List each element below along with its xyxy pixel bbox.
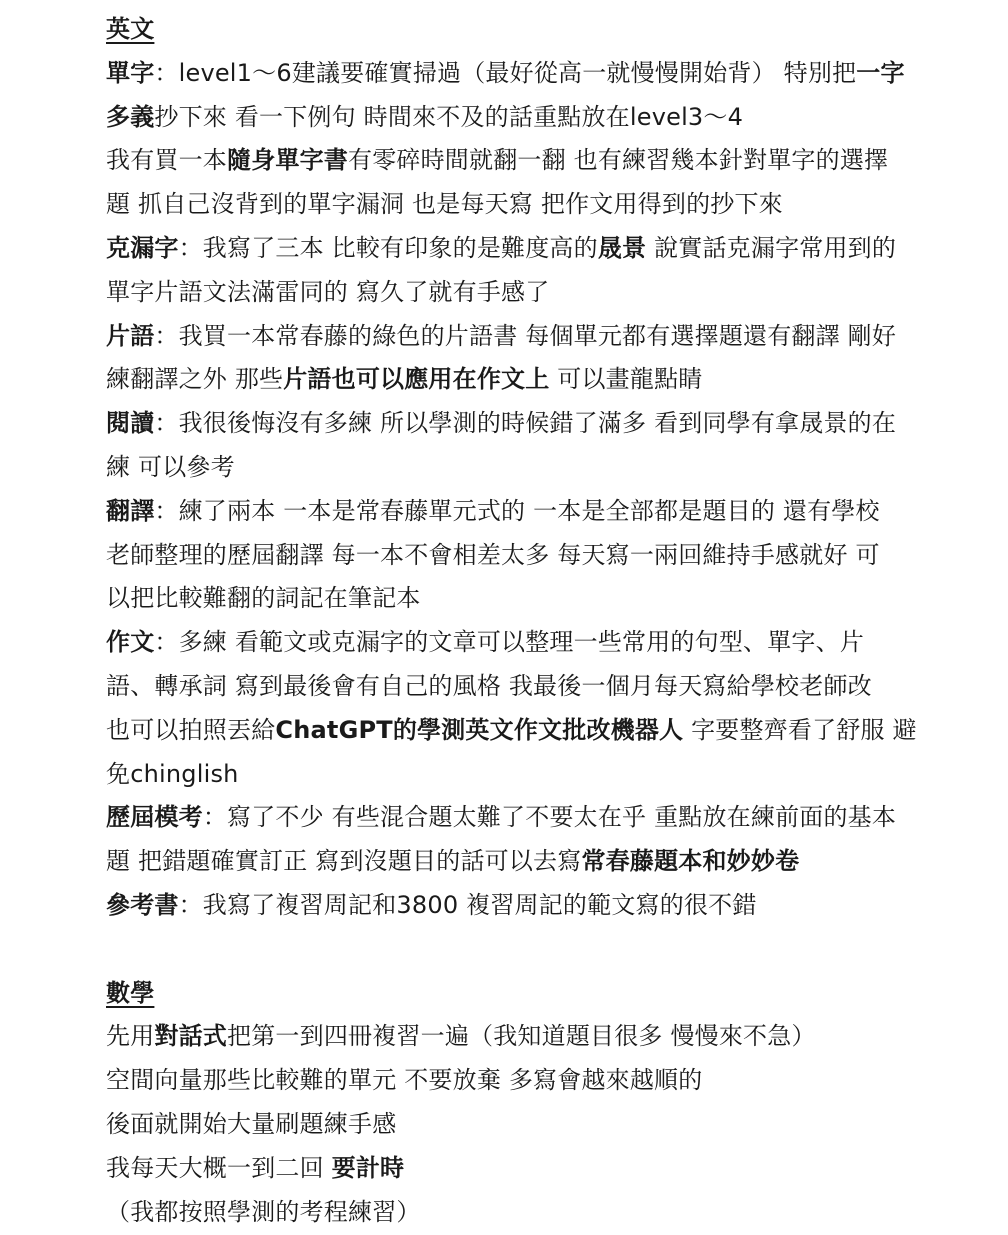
english-line	[106, 621, 966, 665]
math-line	[106, 1015, 966, 1059]
text: 免chinglish	[106, 759, 239, 788]
text: 老師整理的歷屆翻譯 每一本不會相差太多 每天寫一兩回維持手感就好 可	[106, 540, 880, 569]
text: 空間向量那些比較難的單元 不要放棄 多寫會越來越順的	[106, 1066, 703, 1095]
bold-text: 多義	[106, 102, 155, 131]
text: ：我寫了複習周記和3800 複習周記的範文寫的很不錯	[178, 890, 757, 919]
math-line	[106, 1103, 966, 1147]
english-line	[106, 315, 966, 359]
text: 以把比較難翻的詞記在筆記本	[106, 584, 421, 613]
text: 題 把錯題確實訂正 寫到沒題目的話可以去寫	[106, 847, 582, 876]
bold-text: 歷屆模考	[106, 803, 203, 832]
bold-text: 隨身單字書	[227, 146, 348, 175]
bold-text: 片語	[106, 321, 155, 350]
bold-text: 單字	[106, 58, 155, 87]
english-line	[106, 139, 966, 183]
text: ：多練 看範文或克漏字的文章可以整理一些常用的句型、單字、片	[154, 628, 865, 657]
math-heading: 數學	[106, 978, 155, 1007]
math-line	[106, 1147, 966, 1191]
english-line	[106, 271, 966, 315]
text: 練翻譯之外 那些	[106, 365, 284, 394]
english-line	[106, 709, 966, 753]
math-line	[106, 1059, 966, 1103]
text: 題 抓自己沒背到的單字漏洞 也是每天寫 把作文用得到的抄下來	[106, 190, 783, 219]
text: ：level1～6建議要確實掃過（最好從高一就慢慢開始背） 特別把	[154, 58, 857, 87]
text: ：我很後悔沒有多練 所以學測的時候錯了滿多 看到同學有拿晟景的在	[154, 409, 897, 438]
text: 先用	[106, 1022, 155, 1051]
english-line	[106, 402, 966, 446]
text: 把第一到四冊複習一遍（我知道題目很多 慢慢來不急）	[227, 1022, 816, 1051]
bold-text: 常春藤題本和妙妙卷	[581, 847, 800, 876]
text: 可以畫龍點睛	[549, 365, 703, 394]
bold-text: 片語也可以應用在作文上	[283, 365, 550, 394]
english-line	[106, 577, 966, 621]
bold-text: 閱讀	[106, 409, 155, 438]
bold-text: 要計時	[331, 1153, 405, 1182]
text: 有零碎時間就翻一翻 也有練習幾本針對單字的選擇	[348, 146, 889, 175]
document	[106, 8, 966, 1234]
text: 我每天大概一到二回	[106, 1153, 332, 1182]
text: ：我買一本常春藤的綠色的片語書 每個單元都有選擇題還有翻譯 剛好	[154, 321, 897, 350]
english-line	[106, 534, 966, 578]
text: 說實話克漏字常用到的	[646, 233, 897, 262]
bold-text: 對話式	[154, 1022, 228, 1051]
english-line	[106, 358, 966, 402]
english-line	[106, 52, 966, 96]
text: ：我寫了三本 比較有印象的是難度高的	[178, 233, 598, 262]
english-line	[106, 840, 966, 884]
bold-text: 作文	[106, 628, 155, 657]
english-line	[106, 446, 966, 490]
text: 語、轉承詞 寫到最後會有自己的風格 我最後一個月每天寫給學校老師改	[106, 671, 872, 700]
math-section	[106, 1015, 966, 1234]
text: 後面就開始大量刷題練手感	[106, 1109, 397, 1138]
english-line	[106, 665, 966, 709]
english-line	[106, 183, 966, 227]
text: 練 可以參考	[106, 452, 235, 481]
bold-text: 克漏字	[106, 233, 179, 262]
english-line	[106, 227, 966, 271]
bold-text: ChatGPT的學測英文作文批改機器人	[275, 715, 684, 744]
text: 抄下來 看一下例句 時間來不及的話重點放在level3～4	[154, 102, 744, 131]
bold-text: 一字	[856, 58, 905, 87]
english-line	[106, 96, 966, 140]
english-section	[106, 52, 966, 928]
text: ：寫了不少 有些混合題太難了不要太在乎 重點放在練前面的基本	[202, 803, 897, 832]
bold-text: 參考書	[106, 890, 179, 919]
bold-text: 晟景	[597, 233, 647, 262]
english-line	[106, 753, 966, 797]
text: 我有買一本	[106, 146, 227, 175]
bold-text: 翻譯	[106, 496, 155, 525]
text: 字要整齊看了舒服 避	[683, 715, 917, 744]
text: 也可以拍照丟給	[106, 715, 276, 744]
math-line	[106, 1191, 966, 1235]
english-heading: 英文	[106, 15, 155, 43]
text: （我都按照學測的考程練習）	[106, 1197, 421, 1226]
english-line	[106, 490, 966, 534]
english-line	[106, 884, 966, 928]
english-line	[106, 796, 966, 840]
text: ：練了兩本 一本是常春藤單元式的 一本是全部都是題目的 還有學校	[154, 496, 880, 525]
text: 單字片語文法滿雷同的 寫久了就有手感了	[106, 277, 550, 306]
section-gap	[106, 928, 966, 972]
